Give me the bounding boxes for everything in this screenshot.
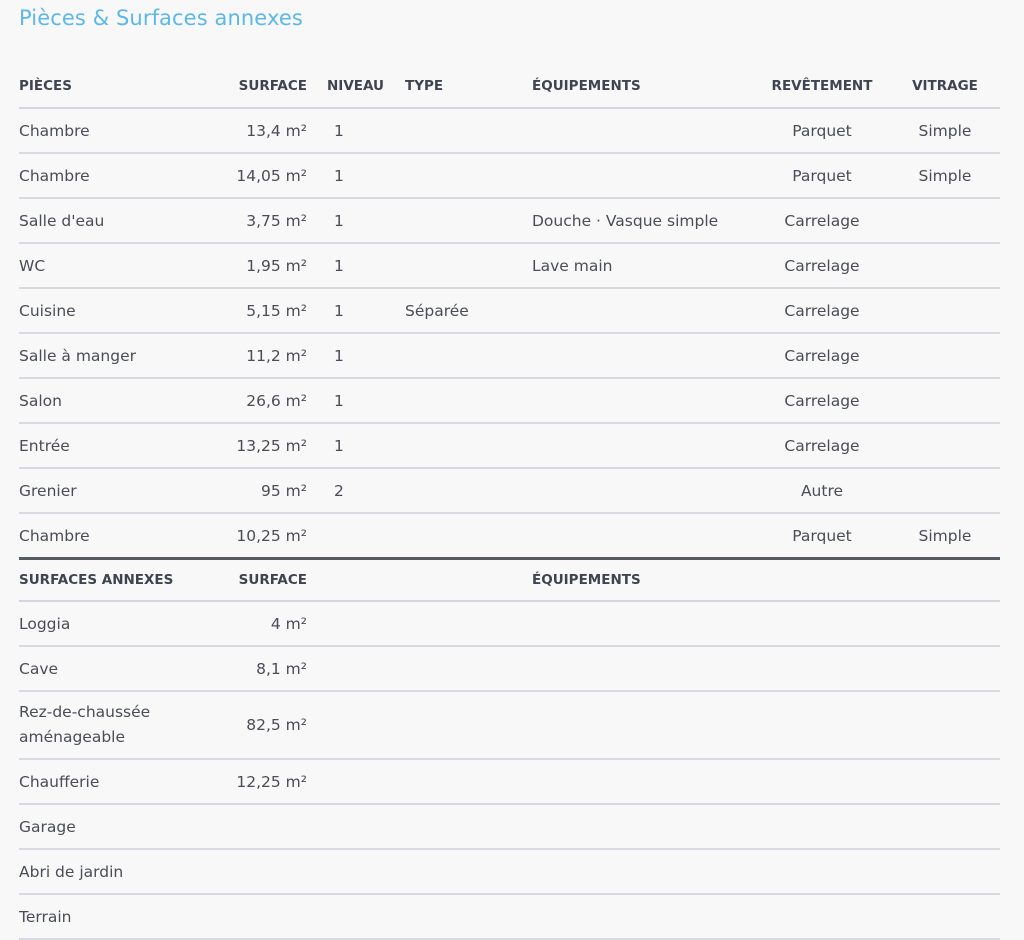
annexe-empty — [385, 691, 532, 759]
room-type — [385, 513, 532, 559]
room-equipements — [532, 288, 754, 333]
annexe-empty — [890, 849, 1000, 894]
table-row — [19, 894, 1000, 939]
annexe-empty — [307, 646, 385, 691]
rooms-table — [19, 64, 1000, 940]
room-type — [385, 333, 532, 378]
room-revetement: Carrelage — [754, 288, 890, 333]
room-surface: 5,15 m² — [213, 288, 307, 333]
room-surface: 95 m² — [213, 468, 307, 513]
room-name: Chambre — [19, 513, 213, 559]
room-niveau — [307, 513, 385, 559]
room-name: WC — [19, 243, 213, 288]
room-equipements — [532, 423, 754, 468]
annexe-empty — [307, 691, 385, 759]
annexe-empty — [754, 849, 890, 894]
room-vitrage: Simple — [890, 513, 1000, 559]
annexe-empty — [385, 646, 532, 691]
pieces-body — [19, 108, 1000, 559]
room-type — [385, 198, 532, 243]
table-row — [19, 333, 1000, 378]
annexe-empty — [307, 894, 385, 939]
annexe-empty — [890, 759, 1000, 804]
room-vitrage — [890, 288, 1000, 333]
room-equipements — [532, 108, 754, 153]
annexe-empty — [754, 804, 890, 849]
header-revetement: REVÊTEMENT — [754, 64, 890, 108]
annexe-empty — [890, 691, 1000, 759]
table-row — [19, 513, 1000, 559]
room-type — [385, 108, 532, 153]
annexe-empty — [890, 601, 1000, 646]
room-equipements — [532, 378, 754, 423]
annexe-empty — [890, 804, 1000, 849]
table-row — [19, 423, 1000, 468]
header-pieces: PIÈCES — [19, 64, 213, 108]
room-revetement: Carrelage — [754, 423, 890, 468]
room-revetement: Autre — [754, 468, 890, 513]
room-niveau: 2 — [307, 468, 385, 513]
annexes-header-row — [19, 559, 1000, 602]
annexe-empty — [385, 849, 532, 894]
table-row — [19, 849, 1000, 894]
room-surface: 3,75 m² — [213, 198, 307, 243]
annexe-empty — [754, 759, 890, 804]
table-row — [19, 601, 1000, 646]
annexe-empty — [307, 601, 385, 646]
annexe-name: Loggia — [19, 601, 213, 646]
table-row — [19, 759, 1000, 804]
room-surface: 11,2 m² — [213, 333, 307, 378]
annexe-equipements — [532, 646, 754, 691]
room-vitrage — [890, 468, 1000, 513]
room-equipements: Douche · Vasque simple — [532, 198, 754, 243]
room-surface: 13,4 m² — [213, 108, 307, 153]
room-type: Séparée — [385, 288, 532, 333]
room-vitrage — [890, 243, 1000, 288]
table-row — [19, 378, 1000, 423]
room-vitrage — [890, 378, 1000, 423]
header-niveau: NIVEAU — [307, 64, 385, 108]
room-niveau: 1 — [307, 378, 385, 423]
room-revetement: Carrelage — [754, 333, 890, 378]
header-annexe-equipements: ÉQUIPEMENTS — [532, 559, 754, 602]
annexe-empty — [307, 804, 385, 849]
annexe-equipements — [532, 849, 754, 894]
room-niveau: 1 — [307, 333, 385, 378]
room-revetement: Parquet — [754, 153, 890, 198]
header-annexe-empty-3 — [754, 559, 890, 602]
room-equipements — [532, 153, 754, 198]
annexe-equipements — [532, 759, 754, 804]
room-vitrage: Simple — [890, 153, 1000, 198]
room-name: Chambre — [19, 108, 213, 153]
room-type — [385, 423, 532, 468]
room-equipements: Lave main — [532, 243, 754, 288]
room-surface: 1,95 m² — [213, 243, 307, 288]
header-annexe-surface: SURFACE — [213, 559, 307, 602]
annexe-empty — [754, 601, 890, 646]
room-name: Entrée — [19, 423, 213, 468]
room-revetement: Parquet — [754, 513, 890, 559]
annexe-name: Garage — [19, 804, 213, 849]
annexe-surface — [213, 804, 307, 849]
room-type — [385, 243, 532, 288]
room-niveau: 1 — [307, 198, 385, 243]
room-type — [385, 153, 532, 198]
table-row — [19, 108, 1000, 153]
room-name: Grenier — [19, 468, 213, 513]
room-equipements — [532, 333, 754, 378]
annexe-equipements — [532, 894, 754, 939]
annexe-name: Abri de jardin — [19, 849, 213, 894]
annexe-empty — [307, 759, 385, 804]
room-name: Salle à manger — [19, 333, 213, 378]
annexe-surface: 4 m² — [213, 601, 307, 646]
table-row — [19, 153, 1000, 198]
annexe-surface: 12,25 m² — [213, 759, 307, 804]
table-row — [19, 646, 1000, 691]
room-surface: 26,6 m² — [213, 378, 307, 423]
annexes-body — [19, 559, 1000, 940]
room-surface: 13,25 m² — [213, 423, 307, 468]
room-name: Salon — [19, 378, 213, 423]
annexe-empty — [890, 894, 1000, 939]
annexe-empty — [754, 894, 890, 939]
annexe-name: Cave — [19, 646, 213, 691]
table-row — [19, 468, 1000, 513]
header-annexe-empty-1 — [307, 559, 385, 602]
room-vitrage — [890, 198, 1000, 243]
room-revetement: Carrelage — [754, 198, 890, 243]
header-vitrage: VITRAGE — [890, 64, 1000, 108]
table-row — [19, 198, 1000, 243]
annexe-surface: 8,1 m² — [213, 646, 307, 691]
header-equipements: ÉQUIPEMENTS — [532, 64, 754, 108]
annexe-empty — [754, 646, 890, 691]
annexe-empty — [754, 691, 890, 759]
annexe-empty — [890, 646, 1000, 691]
header-annexe-empty-2 — [385, 559, 532, 602]
pieces-header-row — [19, 64, 1000, 108]
table-row — [19, 243, 1000, 288]
room-revetement: Carrelage — [754, 243, 890, 288]
room-name: Chambre — [19, 153, 213, 198]
annexe-empty — [385, 759, 532, 804]
annexe-empty — [385, 804, 532, 849]
room-name: Cuisine — [19, 288, 213, 333]
annexe-equipements — [532, 601, 754, 646]
annexe-surface — [213, 849, 307, 894]
room-revetement: Carrelage — [754, 378, 890, 423]
header-surface: SURFACE — [213, 64, 307, 108]
room-surface: 14,05 m² — [213, 153, 307, 198]
room-niveau: 1 — [307, 243, 385, 288]
annexe-empty — [385, 894, 532, 939]
room-niveau: 1 — [307, 108, 385, 153]
annexe-surface: 82,5 m² — [213, 691, 307, 759]
annexe-name: Terrain — [19, 894, 213, 939]
annexe-empty — [307, 849, 385, 894]
room-vitrage — [890, 333, 1000, 378]
room-niveau: 1 — [307, 153, 385, 198]
section-title: Pièces & Surfaces annexes — [19, 6, 303, 30]
header-surfaces-annexes: SURFACES ANNEXES — [19, 559, 213, 602]
header-annexe-empty-4 — [890, 559, 1000, 602]
room-niveau: 1 — [307, 423, 385, 468]
annexe-name: Rez-de-chaussée aménageable — [19, 691, 213, 759]
header-type: TYPE — [385, 64, 532, 108]
room-niveau: 1 — [307, 288, 385, 333]
room-name: Salle d'eau — [19, 198, 213, 243]
table-row — [19, 804, 1000, 849]
room-vitrage: Simple — [890, 108, 1000, 153]
annexe-equipements — [532, 691, 754, 759]
room-surface: 10,25 m² — [213, 513, 307, 559]
room-type — [385, 468, 532, 513]
annexe-empty — [385, 601, 532, 646]
annexe-equipements — [532, 804, 754, 849]
room-revetement: Parquet — [754, 108, 890, 153]
annexe-surface — [213, 894, 307, 939]
room-equipements — [532, 513, 754, 559]
room-type — [385, 378, 532, 423]
annexe-name: Chaufferie — [19, 759, 213, 804]
room-vitrage — [890, 423, 1000, 468]
room-equipements — [532, 468, 754, 513]
table-row — [19, 288, 1000, 333]
table-row — [19, 691, 1000, 759]
